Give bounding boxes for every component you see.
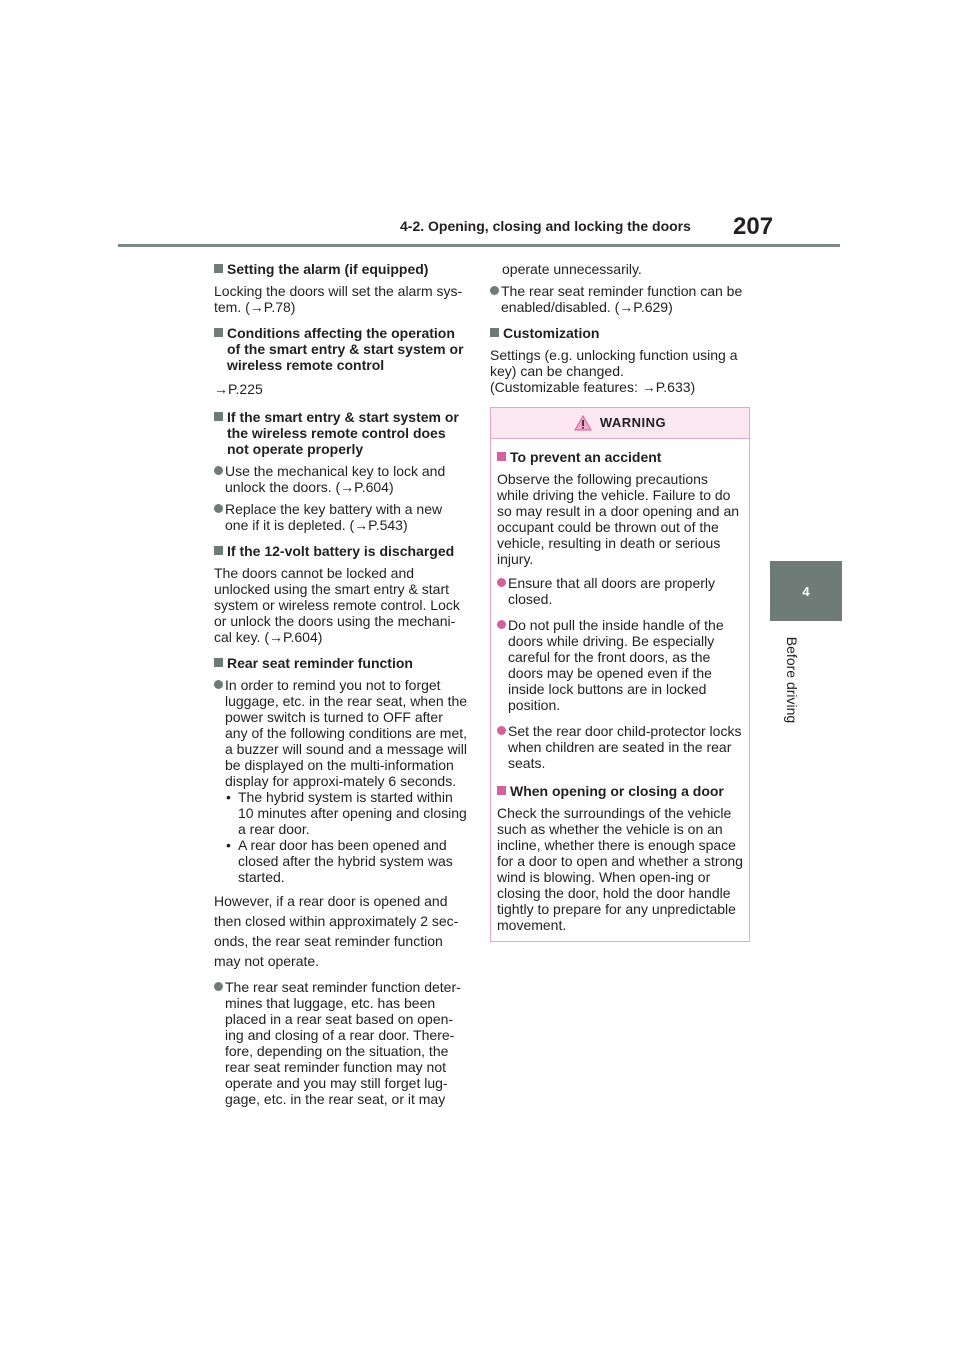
section-heading: Setting the alarm (if equipped)	[214, 261, 469, 277]
left-column	[214, 255, 469, 1107]
warning-paragraph: Observe the following precautions while driving the vehicle. Failure to do so may result in a door opening and an occupant could be thrown out of the vehicle, resulting in death or serious injury.	[497, 471, 740, 567]
warning-heading: To prevent an accident	[497, 449, 743, 465]
warning-title: WARNING	[599, 415, 667, 430]
sub-list-item: • A rear door has been opened and closed after the hybrid system was started.	[214, 837, 469, 885]
paragraph: operate unnecessarily.	[502, 261, 642, 277]
warning-body	[491, 439, 749, 941]
chapter-number: 4	[802, 583, 810, 599]
warning-list-text: Be especially careful for the front doors, as the doors may be opened even if the inside lock buttons are in locked position.	[508, 633, 715, 713]
list-item: Replace the key battery with a new one if it is depleted. (→P.543)	[214, 501, 469, 533]
paragraph: (Customizable features: →P.633)	[490, 379, 696, 395]
paragraph: Locking the doors will set the alarm sys-tem. (→P.78)	[214, 283, 463, 315]
warning-list-text: Do not pull the inside handle of the doors while driving.	[508, 617, 724, 649]
list-item: The rear seat reminder function deter-mines that luggage, etc. has been placed in a rear seat based on open-ing and closing of a rear door. There-fore, depending on the situation, the rear seat reminder function may not operate and you may still forget lug-gage, etc. in the rear seat, or it may	[214, 979, 469, 1107]
warning-box	[490, 407, 750, 942]
paragraph: Settings (e.g. unlocking function using a key) can be changed.	[490, 347, 738, 379]
sub-list-item: • The hybrid system is started within 10 minutes after opening and closing a rear door.	[214, 789, 469, 837]
section-heading: Rear seat reminder function	[214, 655, 469, 671]
chapter-tab[interactable]	[770, 561, 842, 621]
header-rule	[118, 244, 840, 247]
warning-triangle-icon	[574, 415, 592, 431]
paragraph: →P.225	[214, 381, 263, 397]
paragraph: However, if a rear door is opened and then closed within approximately 2 sec-onds, the rear seat reminder function may not operate.	[214, 893, 459, 969]
chapter-label-text: Before driving	[784, 636, 801, 724]
section-heading: Conditions affecting the operation of the smart entry & start system or wireless remote control	[214, 325, 469, 373]
section-heading: If the 12-volt battery is discharged	[214, 543, 469, 559]
list-item: Use the mechanical key to lock and unlock the doors. (→P.604)	[214, 463, 469, 495]
warning-list-item: Set the rear door child-protector locks when children are seated in the rear seats.	[497, 723, 743, 771]
paragraph: The doors cannot be locked and unlocked using the smart entry & start system or wireless remote control. Lock or unlock the doors using the mechani-cal key. (→P.604)	[214, 565, 460, 645]
warning-list-item: Ensure that all doors are properly closed.	[497, 575, 743, 607]
warning-heading: When opening or closing a door	[497, 783, 743, 799]
right-column	[490, 255, 750, 942]
chapter-label	[782, 630, 802, 730]
warning-header	[491, 408, 749, 439]
section-title: 4-2. Opening, closing and locking the doors	[400, 218, 691, 234]
section-heading: Customization	[490, 325, 750, 341]
list-item: The rear seat reminder function can be enabled/disabled. (→P.629)	[490, 283, 750, 315]
page-number: 207	[733, 213, 774, 240]
warning-list-item	[497, 617, 743, 713]
section-heading: If the smart entry & start system or the wireless remote control does not operate properly	[214, 409, 469, 457]
warning-paragraph: Check the surroundings of the vehicle such as whether the vehicle is on an incline, whether there is enough space for a door to open and whether a strong wind is blowing. When open-ing or closing the door, hold the door handle tightly to prepare for any unpredictable movement.	[497, 805, 743, 933]
list-item: In order to remind you not to forget luggage, etc. in the rear seat, when the power switch is turned to OFF after any of the following conditions are met, a buzzer will sound and a message will be displayed on the multi-information display for approxi-mately 6 seconds.	[214, 677, 469, 789]
